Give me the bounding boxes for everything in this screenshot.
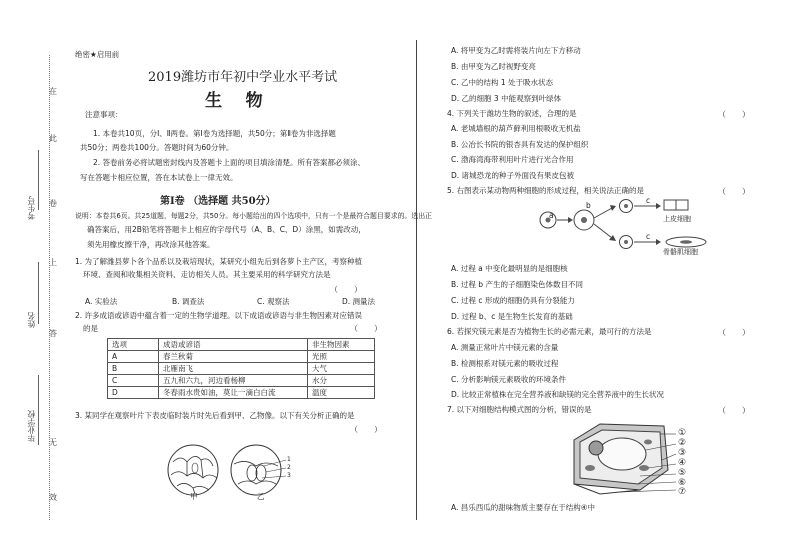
option: A. 昌乐西瓜的甜味物质主要存在于结构④中 xyxy=(451,503,595,512)
option: C. 过程 c 形成的细胞仍具有分裂能力 xyxy=(451,296,575,305)
binding-char: 效 xyxy=(49,493,57,502)
process-label-c: c xyxy=(646,196,651,205)
examinee-number-label: 考生号 xyxy=(27,196,36,220)
option: D. 测量法 xyxy=(342,297,376,306)
notice-line: 写在答题卡相应位置，答在本试卷上一律无效。 xyxy=(80,173,238,182)
process-label-c: c xyxy=(646,232,651,241)
question-1-cont: 环境、查阅和收集相关资料、走访相关人员。其主要采用的科学研究方法是 xyxy=(83,270,331,279)
option: A. 过程 a 中变化最明显的是细胞核 xyxy=(451,264,568,273)
structure-number: ⑤ xyxy=(678,468,687,478)
option: C. 观察法 xyxy=(257,297,290,306)
option: C. 渤海湾海带利用叶片进行光合作用 xyxy=(451,155,574,164)
question-5: 5. 右图表示某动物两种细胞的形成过程，相关说法正确的是 xyxy=(447,186,645,195)
option: B. 调查法 xyxy=(172,297,205,306)
table-cell: 五九和六九，河边看杨柳 xyxy=(159,375,308,387)
table-header-cell: 成语或谚语 xyxy=(159,339,308,351)
structure-number: ② xyxy=(678,438,687,448)
plant-cell-diagram xyxy=(560,418,680,498)
option: C. 乙中的结构 1 处于吸水状态 xyxy=(451,78,554,87)
school-label: 毕业学校 xyxy=(27,410,36,442)
answer-bracket: （ ） xyxy=(350,324,382,333)
option: B. 过程 b 产生的子细胞染色体数目不同 xyxy=(451,280,583,289)
figure-mark: 3 xyxy=(287,472,291,479)
table-cell: C xyxy=(108,375,159,387)
table-row xyxy=(108,387,375,399)
idiom-table xyxy=(107,338,375,399)
answer-bracket: （ ） xyxy=(718,406,750,415)
option: A. 实验法 xyxy=(85,297,118,306)
exam-title: 2019潍坊市年初中学业水平考试 xyxy=(148,70,338,85)
answer-bracket: （ ） xyxy=(350,425,382,434)
binding-char: 卷 xyxy=(49,199,57,208)
option: C. 分析影响镁元素吸收的环境条件 xyxy=(451,375,567,384)
table-header-cell: 选项 xyxy=(108,339,159,351)
section-desc: 确答案后，用2B铅笔将答题卡上相应的字母代号（A、B、C、D）涂黑，如需改动， xyxy=(87,225,366,234)
question-1: 1. 为了解潍县萝卜各个品系以及栽培现状，某研究小组先后到各萝卜主产区，考察种植 xyxy=(75,257,363,266)
question-2: 2. 许多成语或谚语中蕴含着一定的生物学道理。以下成语或谚语与非生物因素对应错误 xyxy=(75,311,363,320)
examinee-number-line xyxy=(38,150,39,210)
table-cell: 北雁南飞 xyxy=(159,363,308,375)
answer-bracket: （ ） xyxy=(718,110,750,119)
table-cell: 春兰秋菊 xyxy=(159,351,308,363)
table-cell: A xyxy=(108,351,159,363)
figure-mark: 1 xyxy=(287,456,291,463)
section-title: 第Ⅰ卷 （选择题 共50分） xyxy=(160,196,276,207)
process-label-a: a xyxy=(549,211,554,220)
binding-char: 此 xyxy=(49,134,57,143)
option: B. 公冶长书院的银杏具有发达的保护组织 xyxy=(451,140,589,149)
binding-char: 在 xyxy=(49,87,57,96)
table-header-cell: 非生物因素 xyxy=(308,339,375,351)
table-row xyxy=(108,363,375,375)
figure-label-jia: 甲 xyxy=(190,492,198,501)
binding-char: 上 xyxy=(49,258,57,267)
binding-char: 无 xyxy=(49,438,57,447)
question-7: 7. 以下对细胞结构模式图的分析，错误的是 xyxy=(447,405,592,414)
option: B. 检测根系对镁元素的吸收过程 xyxy=(451,359,559,368)
table-cell: 光照 xyxy=(308,351,375,363)
figure-label-yi: 乙 xyxy=(257,492,265,501)
table-cell: D xyxy=(108,387,159,399)
structure-number: ① xyxy=(678,428,687,438)
option: D. 比较正常植株在完全营养液和缺镁的完全营养液中的生长状况 xyxy=(451,390,665,399)
notice-line: 2. 答卷前务必将试题密封线内及答题卡上面的项目填涂清楚。所有答案都必须涂、 xyxy=(93,158,366,167)
notice-line: 共50分；两卷共100分。答题时间为60分钟。 xyxy=(80,143,234,152)
binding-char: 答 xyxy=(49,329,57,338)
table-cell: 水分 xyxy=(308,375,375,387)
figure-mark: 2 xyxy=(287,464,291,471)
option: B. 由甲变为乙时视野变亮 xyxy=(451,62,536,71)
notice-heading: 注意事项： xyxy=(85,110,123,119)
option: A. 老城墙根的葫芦藓利用根吸收无机盐 xyxy=(451,124,581,133)
option: D. 乙的细胞 3 中能观察到叶绿体 xyxy=(451,94,562,103)
option: D. 诸城恐龙的种子外面没有果皮包被 xyxy=(451,171,575,180)
school-line xyxy=(38,375,39,445)
question-6: 6. 若探究镁元素是否为植物生长的必需元素，最可行的方法是 xyxy=(447,327,652,336)
subject-title: 生 物 xyxy=(205,91,263,111)
binding-line-outer xyxy=(49,55,50,520)
option: D. 过程 b、c 是生物生长发育的基础 xyxy=(451,312,573,321)
table-cell: 温度 xyxy=(308,387,375,399)
structure-number: ⑦ xyxy=(678,487,687,497)
process-label-b: b xyxy=(586,201,591,210)
column-divider xyxy=(416,40,417,520)
epithelial-cell-label: 上皮细胞 xyxy=(663,215,691,223)
name-line xyxy=(38,262,39,324)
structure-number: ③ xyxy=(678,448,687,458)
option: A. 测量正常叶片中镁元素的含量 xyxy=(451,343,559,352)
table-cell: B xyxy=(108,363,159,375)
name-label: 姓名 xyxy=(27,312,36,328)
question-4: 4. 下列关于潍坊生物的叙述，合理的是 xyxy=(447,109,577,118)
option: A. 将甲变为乙时需将装片向左下方移动 xyxy=(451,46,581,55)
section-desc: 须先用橡皮擦干净，再改涂其他答案。 xyxy=(87,240,215,249)
answer-bracket: （ ） xyxy=(718,328,750,337)
table-row xyxy=(108,375,375,387)
answer-bracket: （ ） xyxy=(330,285,362,294)
answer-bracket: （ ） xyxy=(718,187,750,196)
question-3: 3. 某同学在观察叶片下表皮临时装片时先后看到甲、乙物像。以下有关分析正确的是 xyxy=(75,411,355,420)
section-desc: 说明：本卷共6页。共25道题，每题2分，共50分。每小题给出的四个选项中，只有一个是最符合题目要求的。选出正 xyxy=(75,212,433,220)
muscle-cell-label: 骨骼肌细胞 xyxy=(663,248,698,256)
table-cell: 冬春雨水贵如油，莫让一滴白白流 xyxy=(159,387,308,399)
structure-number: ⑥ xyxy=(678,478,687,488)
table-row xyxy=(108,351,375,363)
table-cell: 大气 xyxy=(308,363,375,375)
table-header-row xyxy=(108,339,375,351)
notice-line: 1. 本卷共10页，分Ⅰ、Ⅱ两卷。第Ⅰ卷为选择题，共50分；第Ⅱ卷为非选择题 xyxy=(93,129,336,138)
secret-mark: 绝密★启用前 xyxy=(75,50,120,59)
structure-number: ④ xyxy=(678,458,687,468)
question-2-cont: 的是 xyxy=(83,324,98,333)
